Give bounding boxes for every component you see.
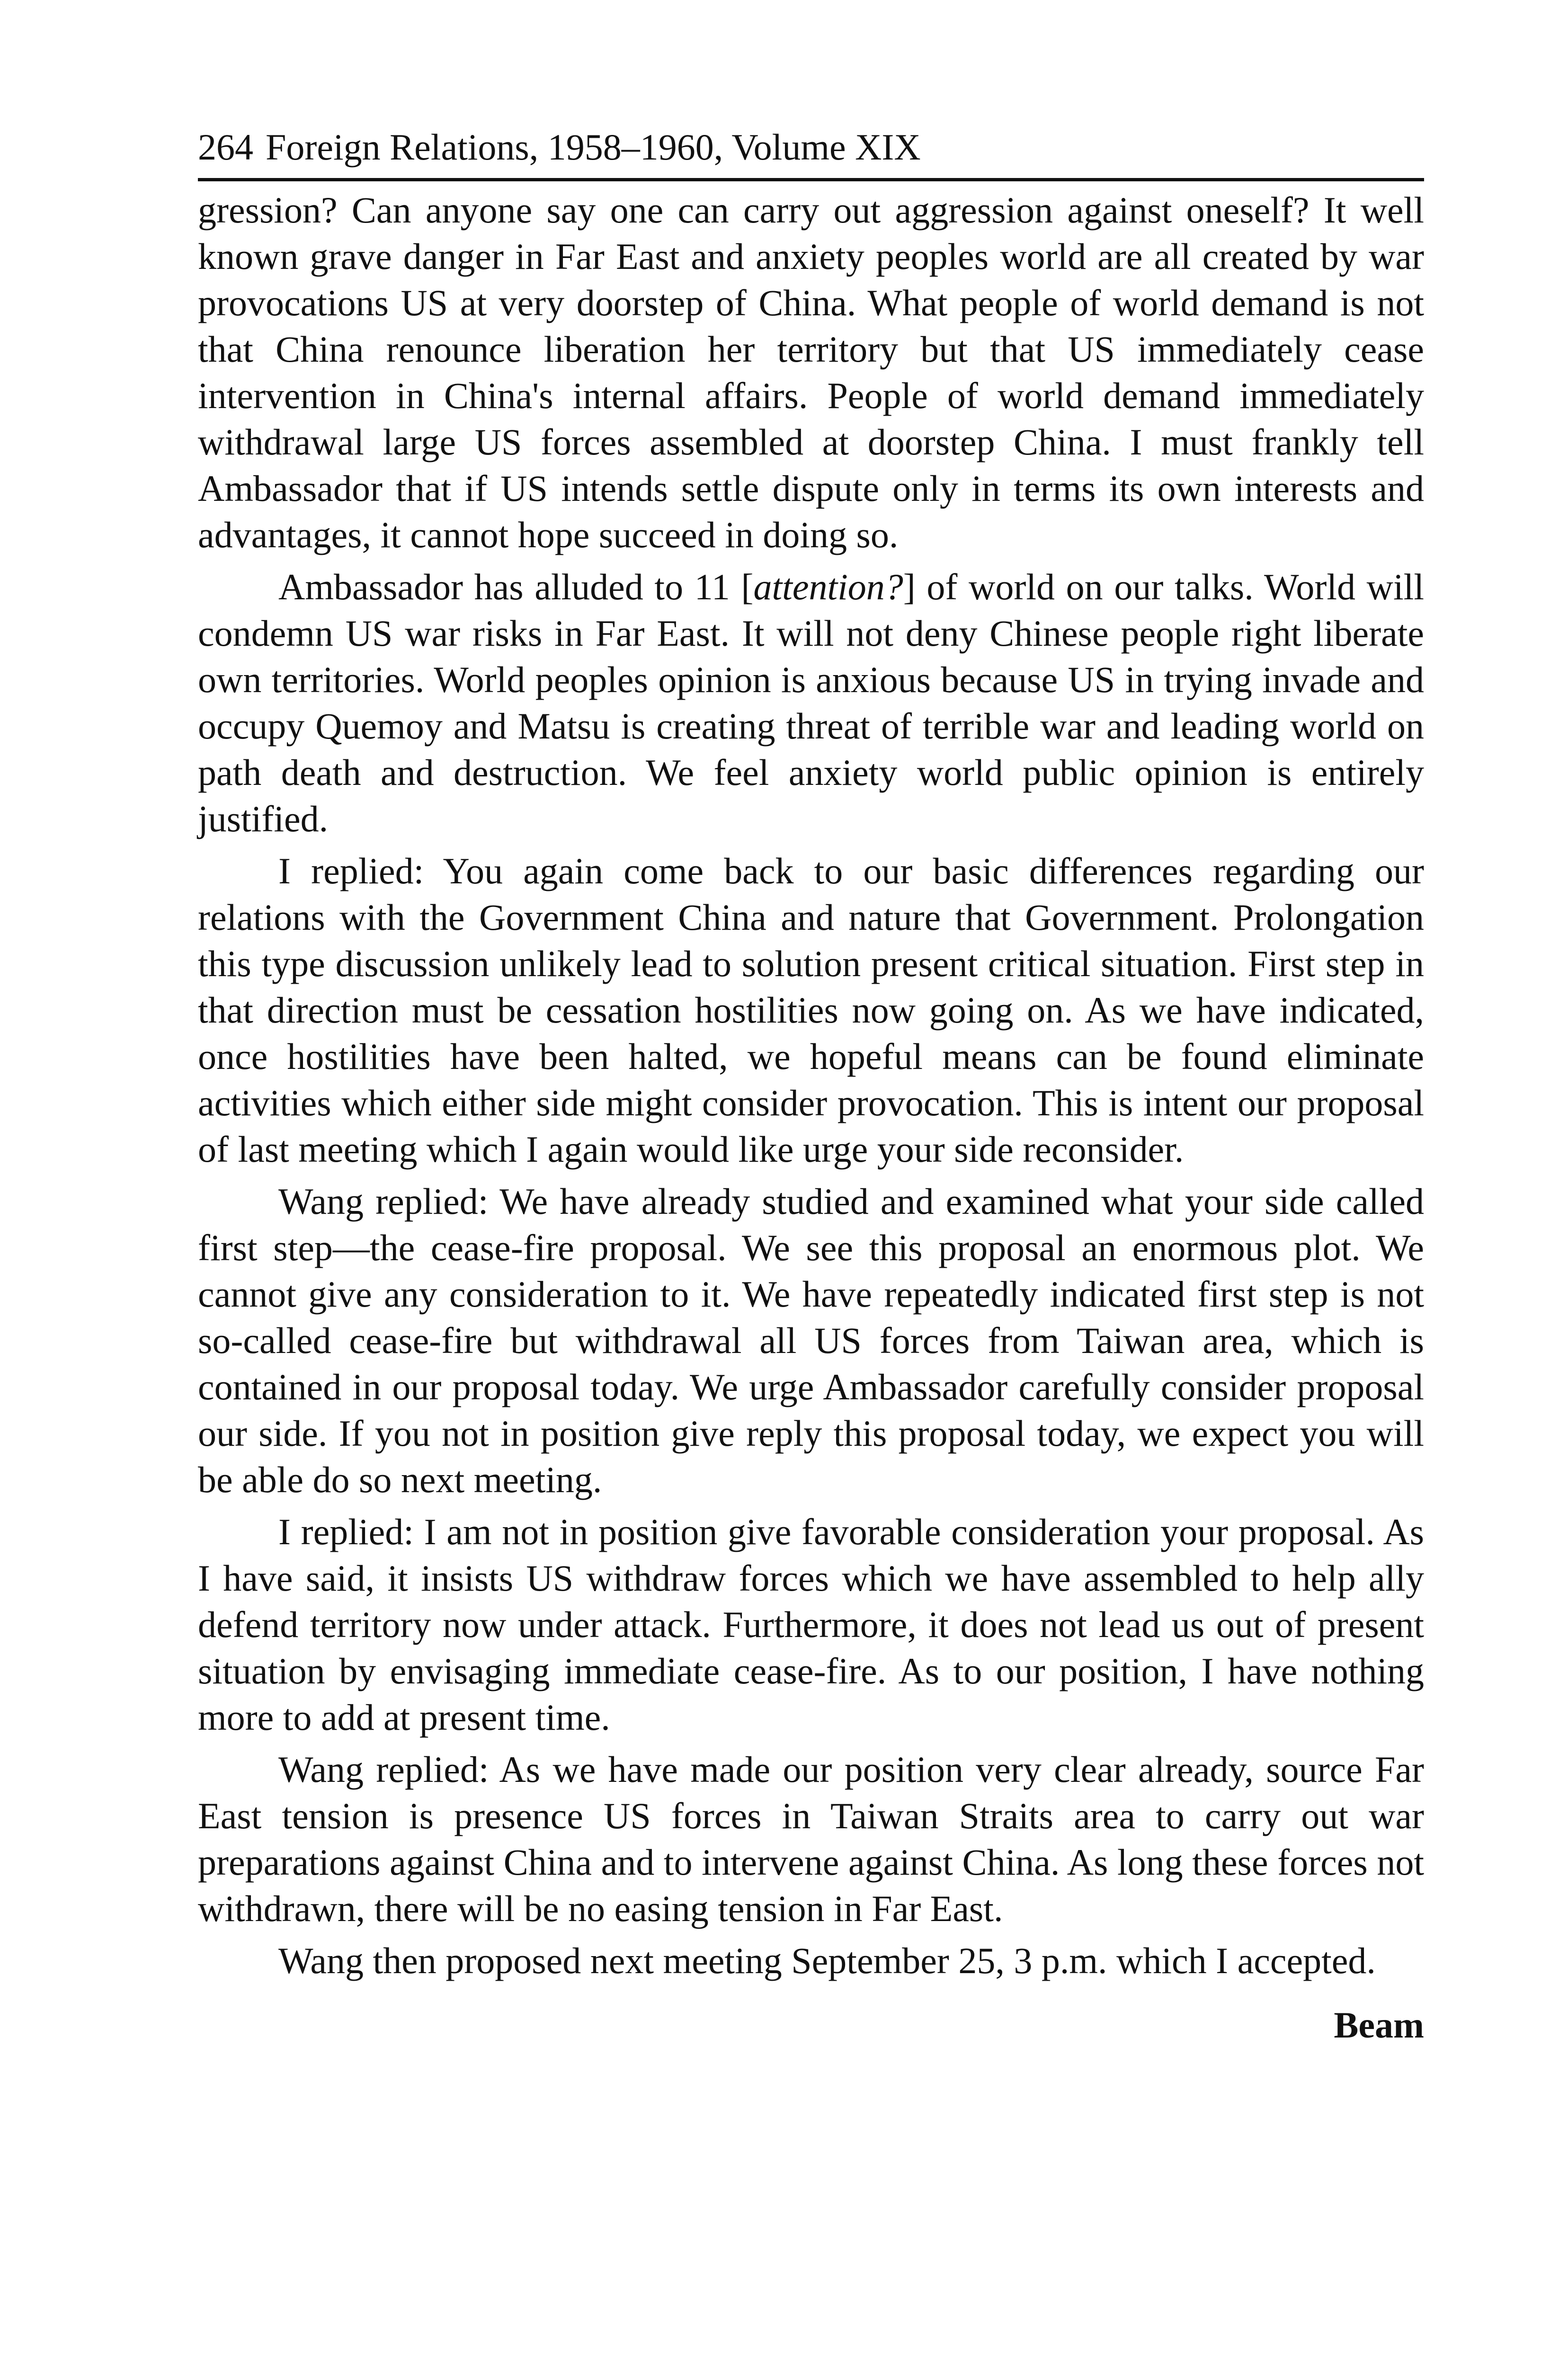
paragraph-text: Ambassador has alluded to 11 [ bbox=[278, 566, 754, 607]
document-page bbox=[198, 127, 1424, 2048]
page-number: 264 bbox=[198, 126, 253, 168]
paragraph-i-replied-2: I replied: I am not in position give favorable consideration your proposal. As I have said, it insists US withdraw forces which we have assembled to help ally defend territory now under attack. Furthermore, it does not lead us out of present situation by envisaging immediate cease-fire. As to our position, I have nothing more to add at present time. bbox=[198, 1511, 1424, 1738]
paragraph-text: ] of world on our talks. World will condemn US war risks in Far East. It will not deny Chinese people right liberate own territories. World peoples opinion is anxious because US in trying invade and occupy Quemoy and Matsu is creating threat of terrible war and leading world on path death and destruction. We feel anxiety world public opinion is entirely justified. bbox=[198, 566, 1425, 839]
signature: Beam bbox=[1334, 2004, 1424, 2046]
paragraph-i-replied-1: I replied: You again come back to our basic differences regarding our relations with the Government China and nature that Government. Prolongation this type discussion unlikely lead to solution present critical situation. First step in that direction must be cessation hostilities now going on. As we have indicated, once hostilities have been halted, we hopeful means can be found eliminate activities which either side might consider provocation. This is intent our proposal of last meeting which I again would like urge your side reconsider. bbox=[198, 850, 1424, 1170]
paragraph-wang-replied-2: Wang replied: As we have made our position very clear already, source Far East tension is presence US forces in Taiwan Straits area to carry out war preparations against China and to intervene against China. As long these forces not withdrawn, there will be no easing tension in Far East. bbox=[198, 1748, 1424, 1929]
paragraph-wang-replied-1: Wang replied: We have already studied and examined what your side called first step—the cease-fire proposal. We see this proposal an enormous plot. We cannot give any consideration to it. We have repeatedly indicated first step is not so-called cease-fire but withdrawal all US forces from Taiwan area, which is contained in our proposal today. We urge Ambassador carefully consider proposal our side. If you not in position give reply this proposal today, we expect you will be able do so next meeting. bbox=[198, 1180, 1424, 1500]
paragraph-ambassador-alluded bbox=[198, 564, 1424, 842]
editorial-insertion: attention? bbox=[753, 566, 903, 607]
running-head bbox=[198, 127, 1424, 181]
running-title: Foreign Relations, 1958–1960, Volume XIX bbox=[266, 126, 921, 168]
paragraph-continuation: gression? Can anyone say one can carry out aggression against oneself? It well known grave danger in Far East and anxiety peoples world are all created by war provocations US at very doorstep of China. What people of world demand is not that China renounce liberation her territory but that US immediately cease intervention in China's internal affairs. People of world demand immediately withdrawal large US forces assembled at doorstep China. I must frankly tell Ambassador that if US intends settle dispute only in terms its own interests and advantages, it cannot hope succeed in doing so. bbox=[198, 189, 1424, 555]
paragraph-next-meeting: Wang then proposed next meeting September 25, 3 p.m. which I accepted. bbox=[278, 1940, 1376, 1981]
body-text bbox=[198, 187, 1424, 1984]
